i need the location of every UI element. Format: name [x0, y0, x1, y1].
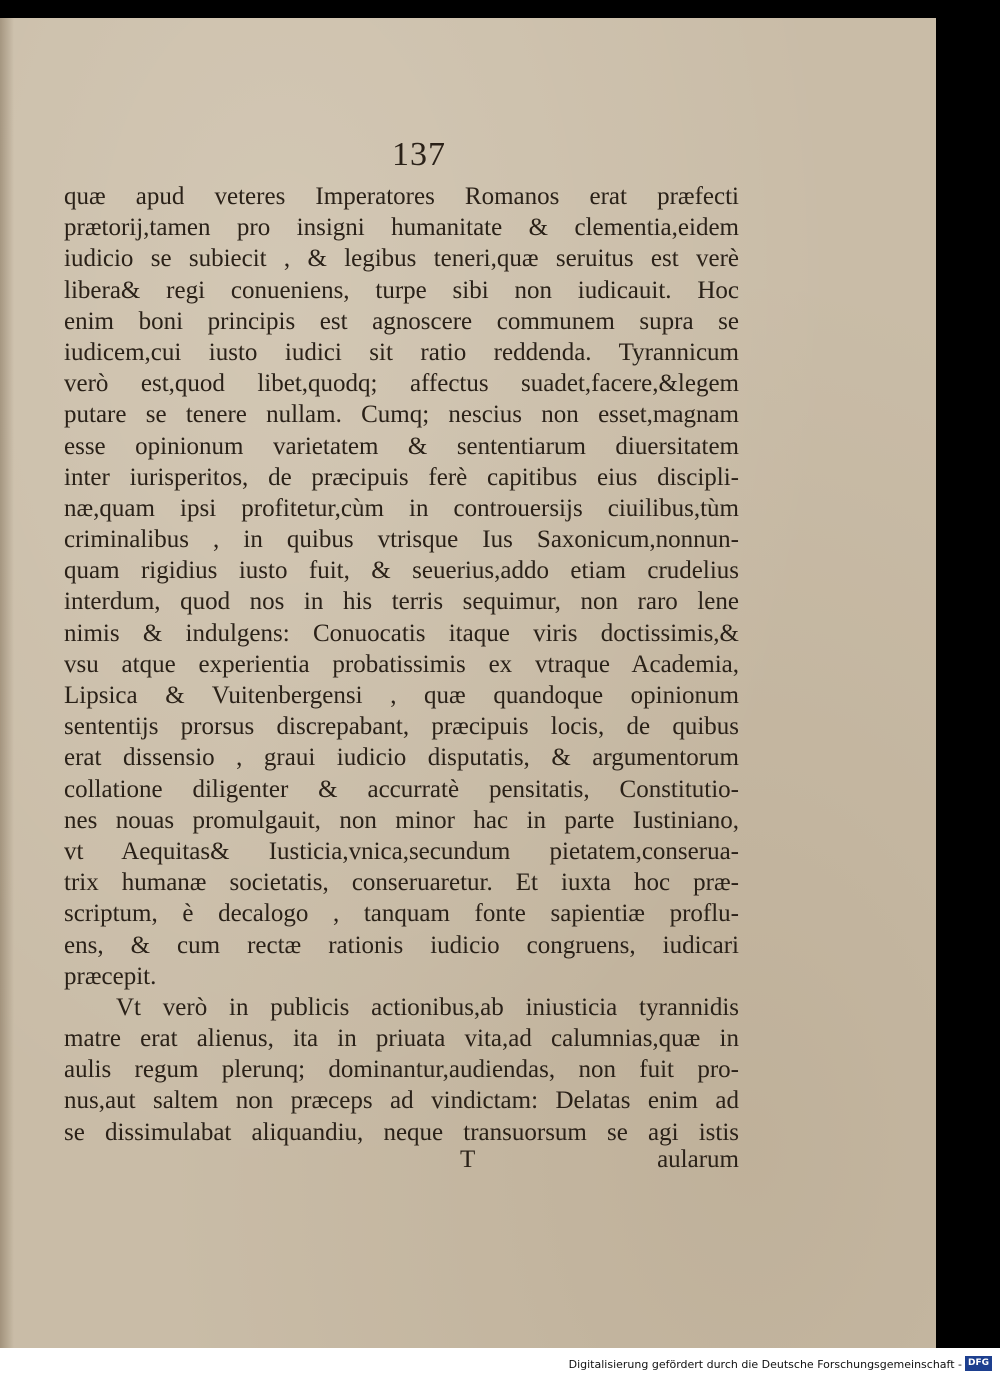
text-line: nes nouas promulgauit, non minor hac in parte Iustiniano, — [64, 806, 739, 834]
text-line: sententijs prorsus discrepabant, præcipuis locis, de quibus — [64, 713, 739, 741]
text-line: putare se tenere nullam. Cumq; nescius non esset,magnam — [64, 401, 739, 429]
text-line: matre erat alienus, ita in priuata vita,ad calumnias,quæ in — [64, 1025, 739, 1053]
funding-credit: Digitalisierung gefördert durch die Deutsche Forschungsgemeinschaft - — [568, 1358, 962, 1371]
page-foot — [64, 1146, 739, 1178]
text-line: Lipsica & Vuitenbergensi , quæ quandoque opinionum — [64, 682, 739, 709]
text-line: quam rigidius iusto fuit, & seuerius,addo etiam crudelius — [64, 557, 739, 585]
text-line: næ,quam ipsi profitetur,cùm in controuersijs ciuilibus,tùm — [64, 494, 739, 522]
text-line: inter iurisperitos, de præcipuis ferè capitibus eius discipli- — [64, 463, 739, 491]
text-line: interdum, quod nos in his terris sequimur, non raro lene — [64, 588, 739, 616]
text-line: trix humanæ societatis, conseruaretur. Et iuxta hoc præ- — [64, 869, 739, 897]
text-line: aulis regum plerunq; dominantur,audiendas, non fuit pro- — [64, 1056, 739, 1084]
dfg-logo-icon: DFG — [965, 1356, 992, 1371]
text-line: nimis & indulgens: Conuocatis itaque viris doctissimis,& — [64, 619, 739, 647]
text-line: vt Aequitas& Iusticia,vnica,secundum pietatem,conserua- — [64, 837, 739, 865]
page-number: 137 — [392, 136, 446, 173]
text-line: nus,aut saltem non præceps ad vindictam: Delatas enim ad — [64, 1087, 739, 1115]
text-line: prætorij,tamen pro insigni humanitate & clementia,eidem — [64, 214, 739, 242]
text-line: vsu atque experientia probatissimis ex vtraque Academia, — [64, 650, 739, 678]
text-line: scriptum, è decalogo , tanquam fonte sapientiæ proflu- — [64, 900, 739, 928]
text-line: erat dissensio , graui iudicio disputatis, & argumentorum — [64, 744, 739, 772]
text-line: ens, & cum rectæ rationis iudicio congruens, iudicari — [64, 931, 739, 959]
catchword: aularum — [657, 1146, 739, 1173]
signature-mark: T — [460, 1146, 476, 1173]
footer-bar — [0, 1348, 1000, 1383]
text-line: verò est,quod libet,quodq; affectus suadet,facere,&legem — [64, 370, 739, 398]
book-page — [0, 18, 936, 1348]
text-line: criminalibus , in quibus vtrisque Ius Saxonicum,nonnun- — [64, 526, 739, 554]
body-text — [64, 181, 739, 1148]
text-line: quæ apud veteres Imperatores Romanos erat præfecti — [64, 183, 739, 210]
text-line: iudicio se subiecit , & legibus teneri,quæ seruitus est verè — [64, 245, 739, 273]
text-line: se dissimulabat aliquandiu, neque transuorsum se agi istis — [64, 1118, 739, 1146]
text-line: esse opinionum varietatem & sententiarum diuersitatem — [64, 432, 739, 460]
text-line: iudicem,cui iusto iudici sit ratio reddenda. Tyrannicum — [64, 338, 739, 366]
text-line: enim boni principis est agnoscere communem supra se — [64, 307, 739, 335]
text-line: libera& regi conueniens, turpe sibi non iudicauit. Hoc — [64, 276, 739, 304]
text-line: collatione diligenter & accurratè pensitatis, Constitutio- — [64, 775, 739, 803]
text-line: Vt verò in publicis actionibus,ab iniusticia tyrannidis — [116, 993, 739, 1021]
text-line: præcepit. — [64, 962, 157, 990]
page-shadow — [0, 18, 14, 1348]
